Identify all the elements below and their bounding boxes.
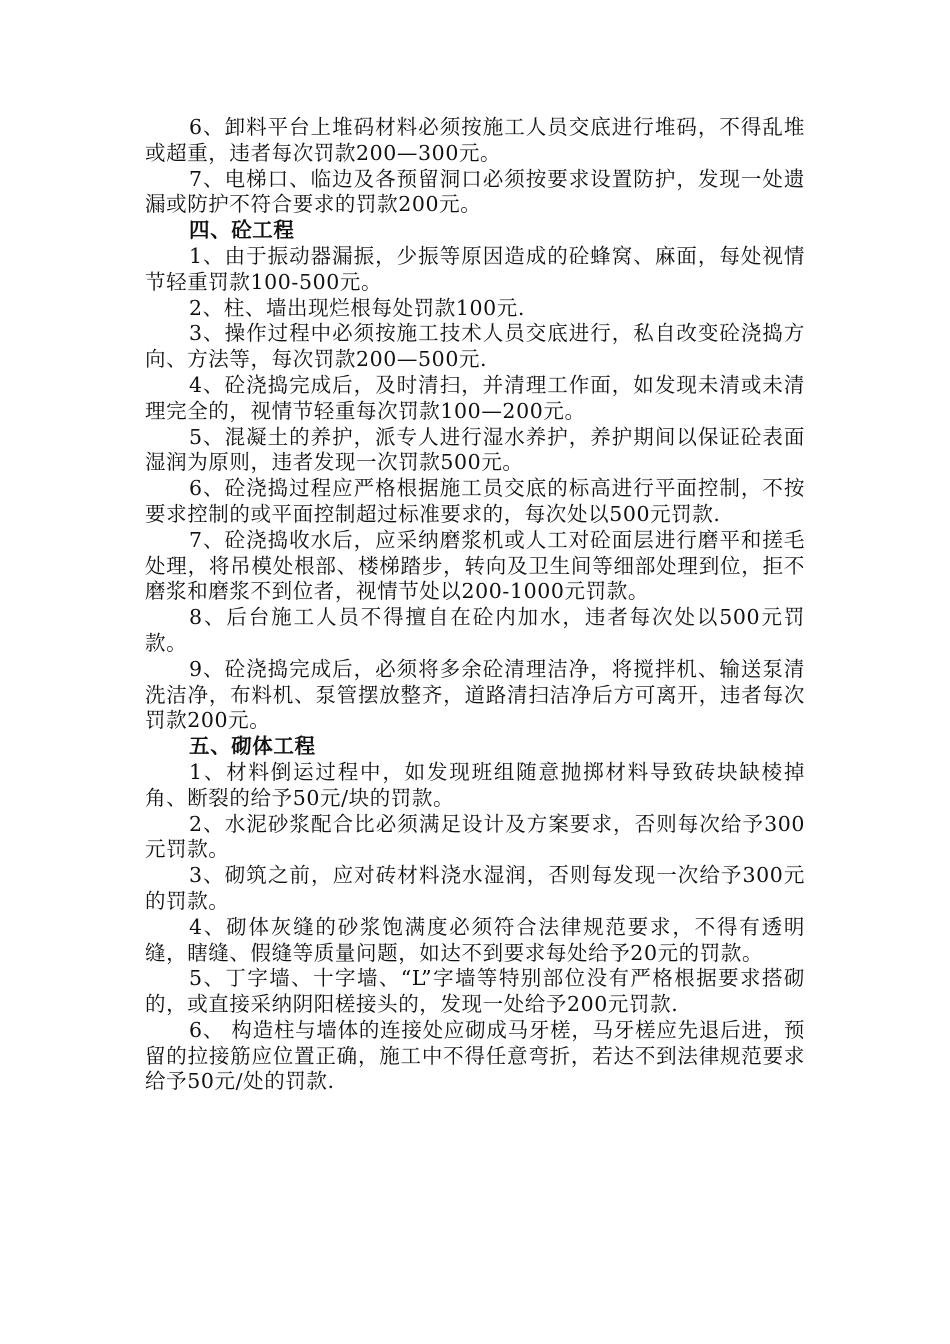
section-heading-concrete: 四、砼工程 (189, 218, 295, 243)
paragraph-item-7-elevator-openings: 7、电梯口、临边及各预留洞口必须按要求设置防护，发现一处遗漏或防护不符合要求的罚款200元。 (145, 166, 805, 217)
paragraph-concrete-1: 1、由于振动器漏振，少振等原因造成的砼蜂窝、麻面，每处视情节轻重罚款100-500元。 (145, 243, 805, 294)
paragraph-item-6-unloading-platform: 6、卸料平台上堆码材料必须按施工人员交底进行堆码，不得乱堆或超重，违者每次罚款200—300元。 (145, 115, 805, 165)
paragraph-concrete-4: 4、砼浇捣完成后，及时清扫，并清理工作面，如发现未清或未清理完全的，视情节轻重每次罚款100—200元。 (145, 372, 805, 423)
document-body (145, 115, 805, 1095)
paragraph-concrete-2: 2、柱、墙出现烂根每处罚款100元. (189, 295, 525, 320)
paragraph-masonry-5: 5、丁字墙、十字墙、“L”字墙等特别部位没有严格根据要求搭砌的，或直接采纳阴阳槎接头的，发现一处给予200元罚款. (145, 966, 805, 1017)
paragraph-concrete-6: 6、砼浇捣过程应严格根据施工员交底的标高进行平面控制，不按要求控制的或平面控制超过标准要求的，每次处以500元罚款. (145, 476, 805, 526)
paragraph-concrete-8: 8、后台施工人员不得擅自在砼内加水，违者每次处以500元罚款。 (145, 605, 805, 655)
paragraph-concrete-7: 7、砼浇捣收水后，应采纳磨浆机或人工对砼面层进行磨平和搓毛处理，将吊模处根部、楼梯踏步，转向及卫生间等细部处理到位，拒不磨浆和磨浆不到位者，视情节处以200-1000元罚款。 (145, 527, 805, 604)
paragraph-concrete-9: 9、砼浇捣完成后，必须将多余砼清理洁净，将搅拌机、输送泵清洗洁净，布料机、泵管摆放整齐，道路清扫洁净后方可离开，违者每次罚款200元。 (145, 656, 805, 733)
paragraph-masonry-6: 6、 构造柱与墙体的连接处应砌成马牙槎，马牙槎应先退后进，预留的拉接筋应位置正确，施工中不得任意弯折，若达不到法律规范要求给予50元/处的罚款. (145, 1017, 805, 1094)
paragraph-masonry-1: 1、材料倒运过程中，如发现班组随意抛掷材料导致砖块缺棱掉角、断裂的给予50元/块的罚款。 (145, 759, 805, 810)
paragraph-concrete-3: 3、操作过程中必须按施工技术人员交底进行，私自改变砼浇捣方向、方法等，每次罚款200—500元. (145, 321, 805, 372)
paragraph-concrete-5: 5、混凝土的养护，派专人进行湿水养护，养护期间以保证砼表面湿润为原则，违者发现一次罚款500元。 (145, 424, 805, 475)
paragraph-masonry-4: 4、砌体灰缝的砂浆饱满度必须符合法律规范要求，不得有透明缝，瞎缝、假缝等质量问题，如达不到要求每处给予20元的罚款。 (145, 914, 805, 965)
section-heading-masonry: 五、砌体工程 (189, 734, 316, 759)
paragraph-masonry-2: 2、水泥砂浆配合比必须满足设计及方案要求，否则每次给予300元罚款。 (145, 811, 805, 862)
paragraph-masonry-3: 3、砌筑之前，应对砖材料浇水湿润，否则每发现一次给予300元的罚款。 (145, 863, 805, 913)
